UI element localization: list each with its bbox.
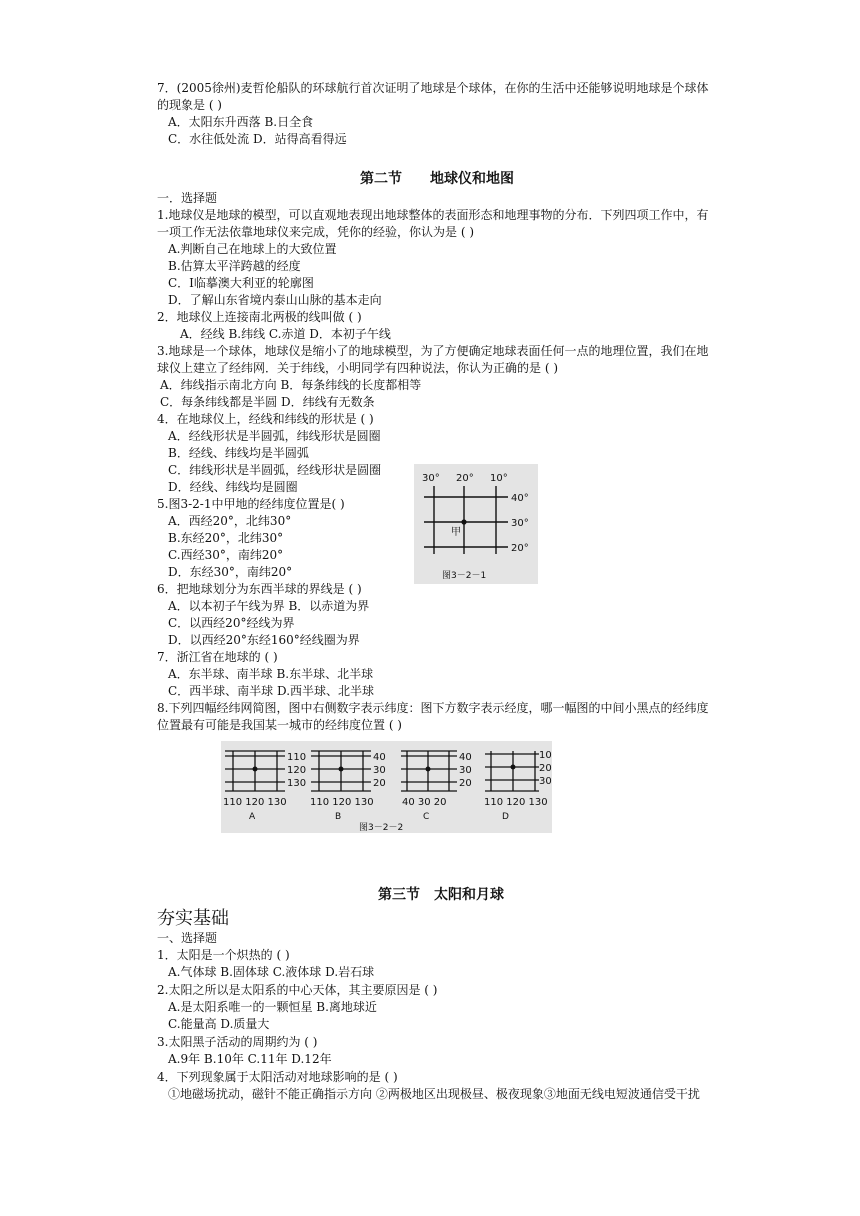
option-line: C．每条纬线都是半圆 D．纬线有无数条 bbox=[160, 395, 375, 409]
lat-label: 40° bbox=[511, 493, 529, 504]
panel-a bbox=[223, 751, 306, 822]
lon-label: 30° bbox=[422, 473, 440, 484]
option-line: B．经线、纬线均是半圆弧 bbox=[168, 446, 309, 460]
option-line: A．经线形状是半圆弧，纬线形状是圆圈 bbox=[168, 429, 381, 443]
option-line: C.能量高 D.质量大 bbox=[168, 1017, 270, 1031]
panel-c bbox=[401, 751, 472, 822]
svg-text:130: 130 bbox=[287, 778, 307, 789]
svg-text:40: 40 bbox=[459, 752, 472, 763]
figure-caption: 图3－2－2 bbox=[359, 823, 404, 833]
option-line: ①地磁场扰动，磁针不能正确指示方向 ②两极地区出现极昼、极夜现象③地面无线电短波通信受干扰 bbox=[168, 1087, 700, 1101]
svg-text:30: 30 bbox=[459, 765, 472, 776]
option-line: B.东经20°，北纬30° bbox=[168, 531, 284, 545]
option-line: D．经线、纬线均是圆圈 bbox=[168, 480, 298, 494]
lat-label: 30° bbox=[511, 518, 529, 529]
svg-text:110 120 130: 110 120 130 bbox=[223, 797, 287, 808]
option-line: C.西经30°，南纬20° bbox=[168, 548, 284, 562]
option-line: C．西半球、南半球 D.西半球、北半球 bbox=[168, 684, 375, 698]
svg-text:110 120 130: 110 120 130 bbox=[484, 797, 548, 808]
question-text: 1．太阳是一个炽热的 ( ) bbox=[157, 948, 290, 962]
option-line: A．以本初子午线为界 B．以赤道为界 bbox=[168, 599, 370, 613]
option-line: B.估算太平洋跨越的经度 bbox=[168, 259, 301, 273]
section-title: 第三节 太阳和月球 bbox=[378, 887, 504, 903]
option-line: A.判断自己在地球上的大致位置 bbox=[168, 242, 337, 256]
option-line: A.9年 B.10年 C.11年 D.12年 bbox=[168, 1052, 332, 1066]
svg-text:A: A bbox=[249, 812, 256, 822]
question-text: 2．地球仪上连接南北两极的线叫做 ( ) bbox=[157, 310, 362, 324]
question-text: 球仪上建立了经纬网．关于纬线，小明同学有四种说法，你认为正确的是 ( ) bbox=[157, 361, 558, 375]
panel-b bbox=[310, 751, 386, 822]
question-text: 7．(2005徐州)麦哲伦船队的环球航行首次证明了地球是个球体，在你的生活中还能够说明地球是个球体 bbox=[157, 81, 709, 95]
svg-text:40: 40 bbox=[373, 752, 386, 763]
figure-caption: 图3－2－1 bbox=[442, 571, 487, 581]
section-title: 第二节 地球仪和地图 bbox=[360, 171, 514, 187]
svg-text:110: 110 bbox=[287, 752, 307, 763]
lon-label: 10° bbox=[490, 473, 508, 484]
part-heading: 一．选择题 bbox=[157, 191, 218, 205]
svg-text:40 30 20: 40 30 20 bbox=[402, 797, 447, 808]
question-text: 位置最有可能是我国某一城市的经纬度位置 ( ) bbox=[157, 718, 402, 732]
lon-label: 20° bbox=[456, 473, 474, 484]
question-text: 6．把地球划分为东西半球的界线是 ( ) bbox=[157, 582, 362, 596]
svg-text:30: 30 bbox=[373, 765, 386, 776]
option-line: C．纬线形状是半圆弧，经线形状是圆圈 bbox=[168, 463, 382, 477]
option-line: A.是太阳系唯一的一颗恒星 B.离地球近 bbox=[168, 1000, 377, 1014]
option-line: D．东经30°，南纬20° bbox=[168, 565, 293, 579]
panel-d bbox=[484, 750, 552, 822]
svg-text:20: 20 bbox=[373, 778, 386, 789]
option-line: C．水往低处流 D．站得高看得远 bbox=[168, 132, 347, 146]
question-text: 2.太阳之所以是太阳系的中心天体，其主要原因是 ( ) bbox=[157, 983, 438, 997]
svg-text:20: 20 bbox=[459, 778, 472, 789]
option-line: A．太阳东升西落 B.日全食 bbox=[168, 115, 314, 129]
subsection-title: 夯实基础 bbox=[157, 908, 229, 929]
point-jia bbox=[461, 519, 466, 524]
svg-text:C: C bbox=[423, 812, 430, 822]
question-text: 4．在地球仪上，经线和纬线的形状是 ( ) bbox=[157, 412, 374, 426]
question-text: 4．下列现象属于太阳活动对地球影响的是 ( ) bbox=[157, 1070, 398, 1084]
option-line: A．经线 B.纬线 C.赤道 D．本初子午线 bbox=[180, 327, 391, 341]
question-text: 7．浙江省在地球的 ( ) bbox=[157, 650, 278, 664]
option-line: D．了解山东省境内泰山山脉的基本走向 bbox=[168, 293, 382, 307]
point-label: 甲 bbox=[451, 527, 461, 538]
lat-label: 20° bbox=[511, 543, 529, 554]
question-text: 的现象是 ( ) bbox=[157, 98, 222, 112]
question-text: 3.地球是一个球体，地球仪是缩小了的地球模型，为了方便确定地球表面任何一点的地理位置，我们在地 bbox=[157, 344, 709, 358]
question-text: 一项工作无法依靠地球仪来完成，凭你的经验，你认为是 ( ) bbox=[157, 225, 474, 239]
question-text: 1.地球仪是地球的模型，可以直观地表现出地球整体的表面形态和地理事物的分布．下列四项工作中，有 bbox=[157, 208, 709, 222]
question-text: 3.太阳黑子活动的周期约为 ( ) bbox=[157, 1035, 318, 1049]
svg-text:120: 120 bbox=[287, 765, 307, 776]
svg-text:10: 10 bbox=[539, 750, 552, 761]
option-line: C．以西经20°经线为界 bbox=[168, 616, 295, 630]
svg-text:B: B bbox=[335, 812, 342, 822]
option-line: A．西经20°，北纬30° bbox=[168, 514, 292, 528]
question-text: 5.图3-2-1中甲地的经纬度位置是( ) bbox=[157, 497, 345, 511]
svg-text:30: 30 bbox=[539, 776, 552, 787]
option-line: D．以西经20°东经160°经线圈为界 bbox=[168, 633, 360, 647]
figure-3-2-2 bbox=[221, 741, 552, 833]
svg-text:D: D bbox=[502, 812, 509, 822]
svg-text:110 120 130: 110 120 130 bbox=[310, 797, 374, 808]
option-line: C．I临摹澳大利亚的轮廓图 bbox=[168, 276, 314, 290]
option-line: A．纬线指示南北方向 B．每条纬线的长度都相等 bbox=[160, 378, 422, 392]
option-line: A．东半球、南半球 B.东半球、北半球 bbox=[168, 667, 374, 681]
figure-3-2-1 bbox=[414, 464, 538, 584]
svg-text:20: 20 bbox=[539, 763, 552, 774]
option-line: A.气体球 B.固体球 C.液体球 D.岩石球 bbox=[168, 965, 375, 979]
part-heading: 一、选择题 bbox=[157, 931, 218, 945]
question-text: 8.下列四幅经纬网简图，图中右侧数字表示纬度：图下方数字表示经度，哪一幅图的中间小黑点的经纬度 bbox=[157, 701, 709, 715]
